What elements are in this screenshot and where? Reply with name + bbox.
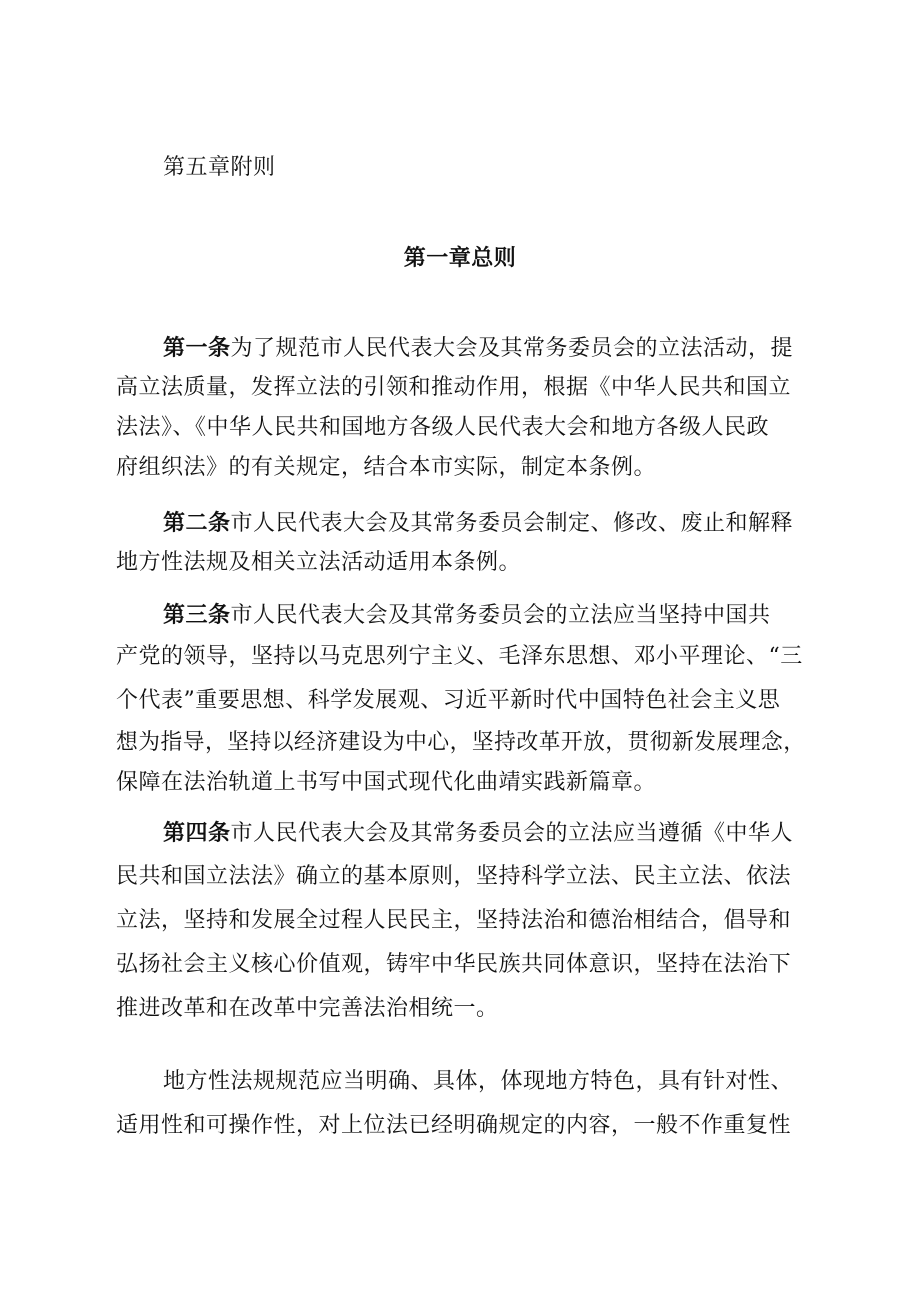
article-1-line-1 [163,333,793,364]
article-4-line-4: 弘扬社会主义核心价值观，铸牢中华民族共同体意识，坚持在法治下 [116,952,792,977]
article-3-line-3: 个代表”重要思想、科学发展观、习近平新时代中国特色社会主义思 [116,688,781,713]
article-1-line-2: 高立法质量，发挥立法的引领和推动作用，根据《中华人民共和国立 [116,375,792,400]
article-2-line-2: 地方性法规及相关立法活动适用本条例。 [116,550,522,575]
article-4-line-5: 推进改革和在改革中完善法治相统一。 [116,996,499,1021]
article-1-line-4: 府组织法》的有关规定，结合本市实际，制定本条例。 [116,455,657,480]
article-4-label: 第四条 [163,820,231,846]
article-4-text: 市人民代表大会及其常务委员会的立法应当遵循《中华人 [230,821,794,846]
article-4-line-3: 立法，坚持和发展全过程人民民主，坚持法治和德治相结合，倡导和 [116,908,792,933]
article-3-label: 第三条 [163,602,231,628]
article-3-line-5: 保障在法治轨道上书写中国式现代化曲靖实践新篇章。 [116,770,657,795]
chapter-title: 第一章总则 [403,245,517,271]
article-2-label: 第二条 [163,510,231,536]
paragraph-line-1: 地方性法规规范应当明确、具体，体现地方特色，具有针对性、 [163,1069,794,1094]
article-4-line-2: 民共和国立法法》确立的基本原则，坚持科学立法、民主立法、依法 [116,864,792,889]
article-2-line-1 [163,508,793,539]
article-1-line-3: 法法》、《中华人民共和国地方各级人民代表大会和地方各级人民政 [116,415,770,440]
article-3-text: 市人民代表大会及其常务委员会的立法应当坚持中国共 [230,603,771,628]
article-3-line-1 [163,600,771,631]
article-1-text: 为了规范市人民代表大会及其常务委员会的立法活动，提 [230,336,794,361]
article-2-text: 市人民代表大会及其常务委员会制定、修改、废止和解释 [230,511,794,536]
article-3-line-2: 产党的领导，坚持以马克思列宁主义、毛泽东思想、邓小平理论、“三 [116,644,803,669]
article-4-line-1 [163,818,793,849]
article-1-label: 第一条 [163,335,231,361]
toc-entry: 第五章附则 [163,155,276,180]
article-3-line-4: 想为指导，坚持以经济建设为中心，坚持改革开放，贯彻新发展理念， [116,730,806,755]
paragraph-line-2: 适用性和可操作性，对上位法已经明确规定的内容，一般不作重复性 [116,1113,792,1138]
